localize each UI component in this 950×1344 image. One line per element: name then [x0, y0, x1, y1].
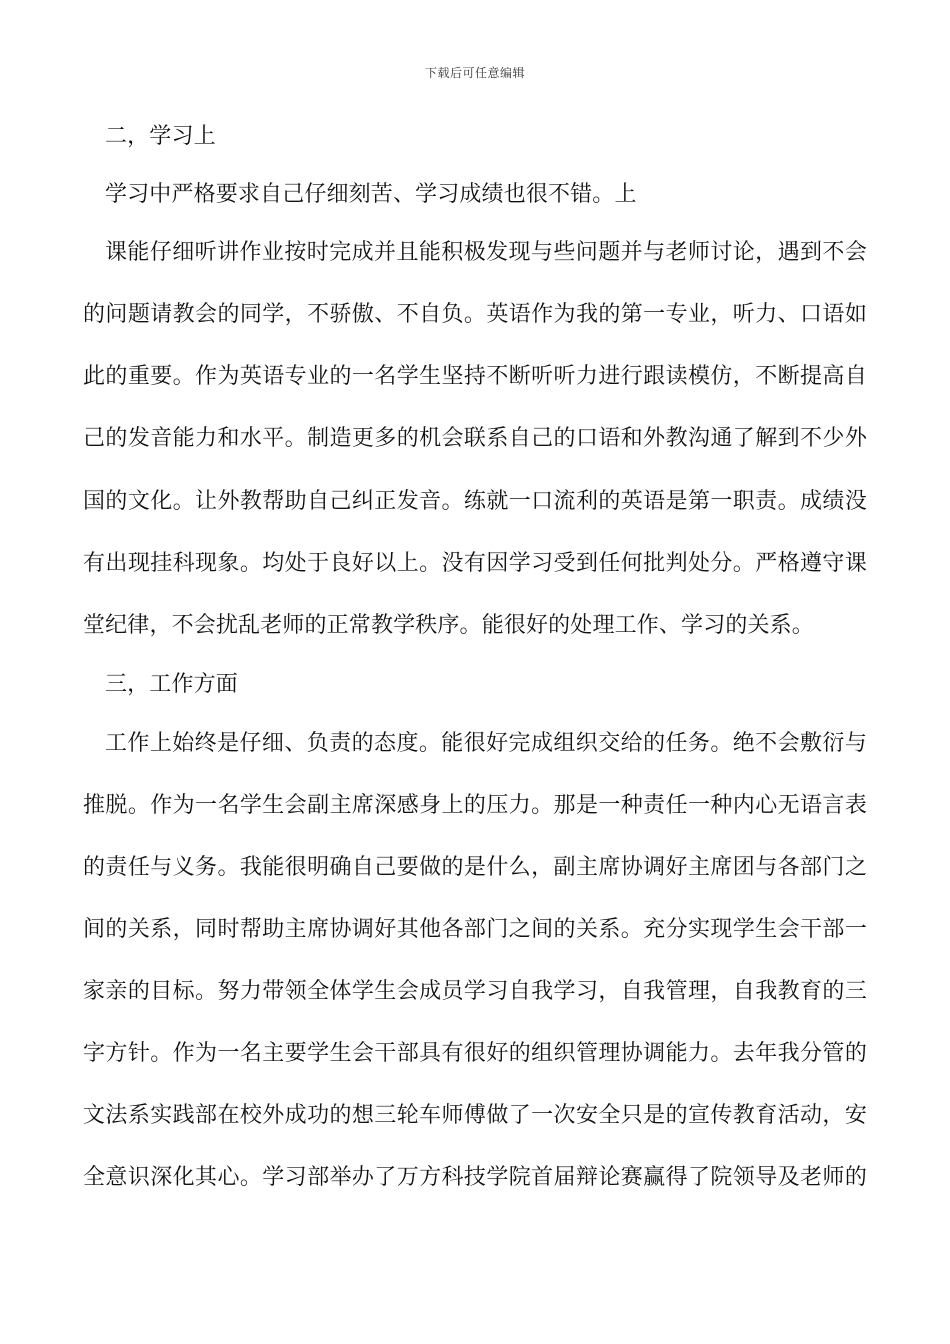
- paragraph-line: 全意识深化其心。学习部举办了万方科技学院首届辩论赛赢得了院领导及老师的: [83, 1165, 867, 1190]
- paragraph-line: 有出现挂科现象。均处于良好以上。没有因学习受到任何批判处分。严格遵守课: [83, 551, 867, 576]
- paragraph-line: 字方针。作为一名主要学生会干部具有很好的组织管理协调能力。去年我分管的: [83, 1041, 867, 1066]
- header-note: 下载后可任意编辑: [424, 66, 525, 80]
- paragraph-line: 此的重要。作为英语专业的一名学生坚持不断听听力进行跟读模仿，不断提高自: [83, 364, 867, 389]
- paragraph-line: 堂纪律，不会扰乱老师的正常教学秩序。能很好的处理工作、学习的关系。: [83, 613, 814, 638]
- section-heading-work: 三，工作方面: [105, 672, 238, 697]
- paragraph-line: 推脱。作为一名学生会副主席深感身上的压力。那是一种责任一种内心无语言表: [83, 793, 867, 818]
- section-heading-study: 二，学习上: [105, 124, 216, 149]
- paragraph-line: 学习中严格要求自己仔细刻苦、学习成绩也很不错。上: [105, 182, 637, 207]
- paragraph-line: 国的文化。让外教帮助自己纠正发音。练就一口流利的英语是第一职责。成绩没: [83, 489, 867, 514]
- paragraph-line: 的问题请教会的同学，不骄傲、不自负。英语作为我的第一专业，听力、口语如: [83, 302, 867, 327]
- paragraph-line: 家亲的目标。努力带领全体学生会成员学习自我学习，自我管理，自我教育的三: [83, 979, 867, 1004]
- paragraph-line: 课能仔细听讲作业按时完成并且能积极发现与些问题并与老师讨论，遇到不会: [105, 240, 867, 265]
- paragraph-line: 的责任与义务。我能很明确自己要做的是什么，副主席协调好主席团与各部门之: [83, 855, 867, 880]
- paragraph-line: 文法系实践部在校外成功的想三轮车师傅做了一次安全只是的宣传教育活动，安: [83, 1103, 867, 1128]
- paragraph-line: 己的发音能力和水平。制造更多的机会联系自己的口语和外教沟通了解到不少外: [83, 426, 867, 451]
- paragraph-line: 间的关系，同时帮助主席协调好其他各部门之间的关系。充分实现学生会干部一: [83, 917, 867, 942]
- paragraph-line: 工作上始终是仔细、负责的态度。能很好完成组织交给的任务。绝不会敷衍与: [105, 731, 867, 756]
